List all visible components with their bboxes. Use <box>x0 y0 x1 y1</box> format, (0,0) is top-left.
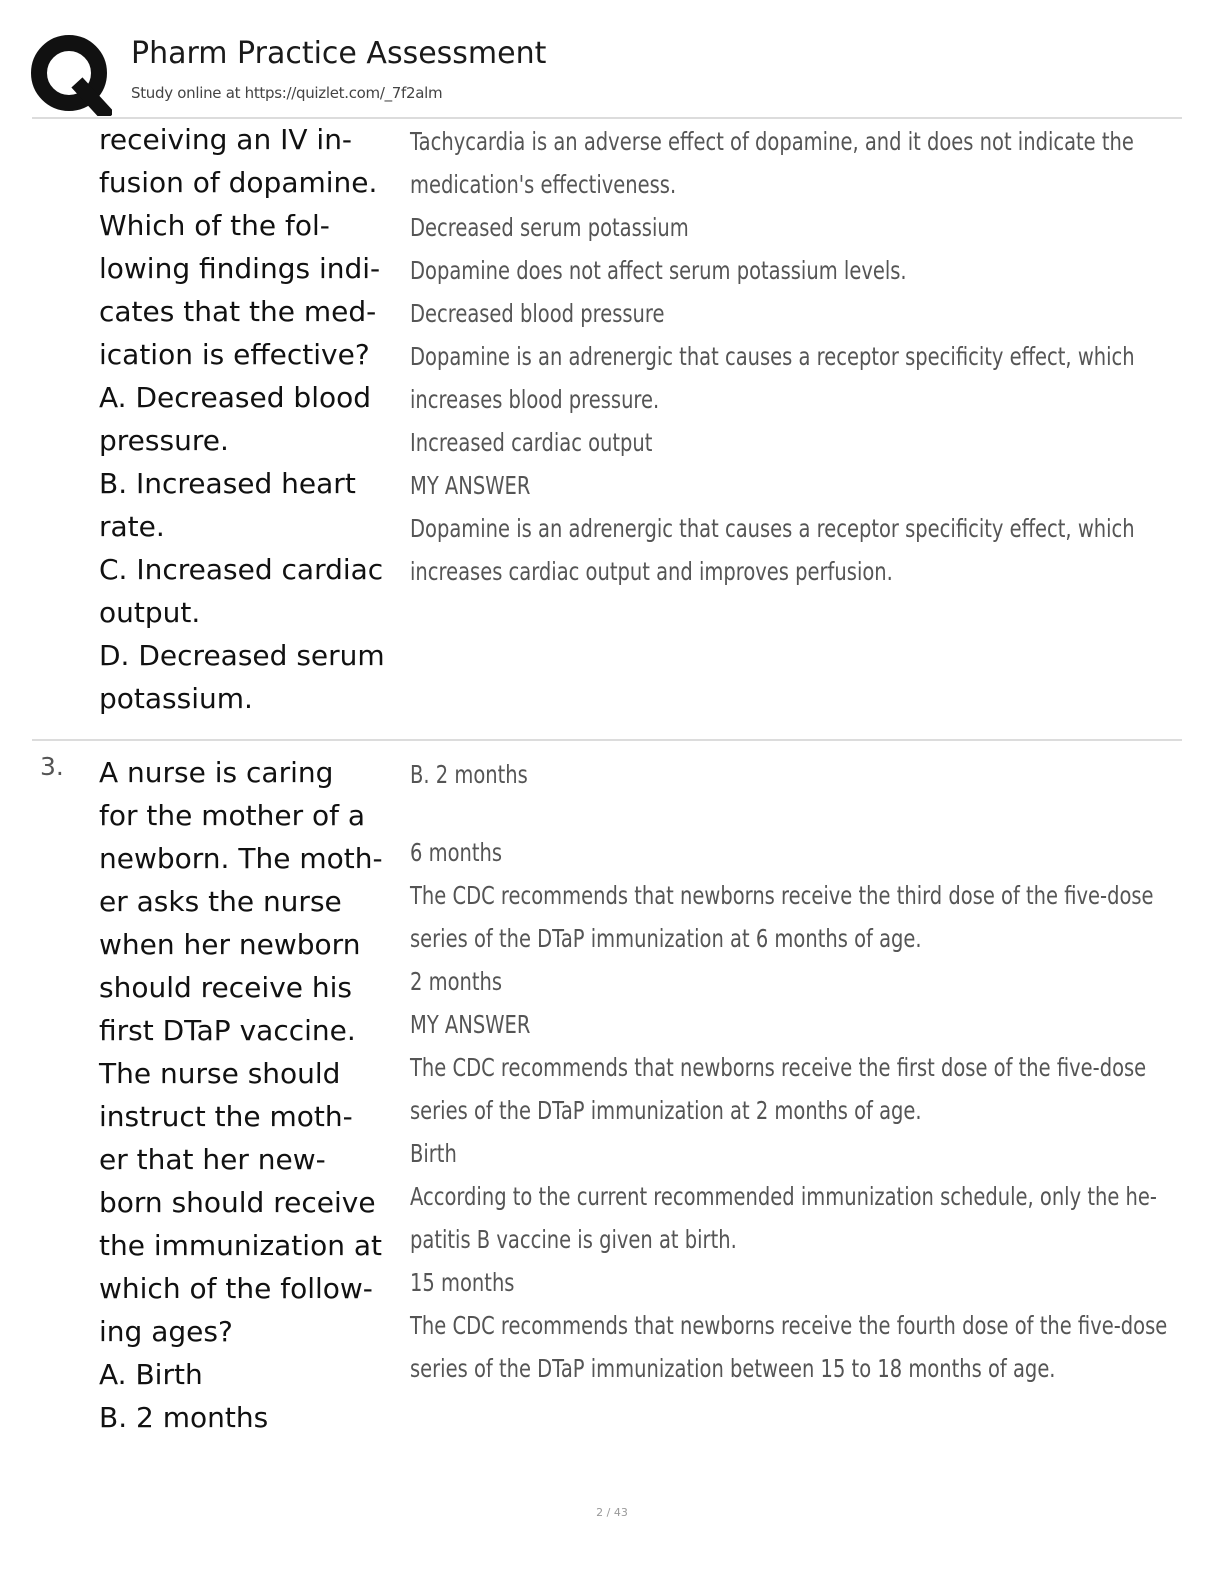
question-line: newborn. The moth- <box>99 842 383 875</box>
study-online-link[interactable]: Study online at https://quizlet.com/_7f2alm <box>131 84 443 102</box>
answer-line: The CDC recommends that newborns receive the third dose of the five-dose <box>410 881 1154 910</box>
answer-line: increases cardiac output and improves perfusion. <box>410 557 893 586</box>
question-line: lowing findings indi- <box>99 252 381 285</box>
answer-line: MY ANSWER <box>410 1010 531 1039</box>
answer-line: The CDC recommends that newborns receive the fourth dose of the five-dose <box>410 1311 1168 1340</box>
question-line: should receive his <box>99 971 352 1004</box>
question-line: Which of the fol- <box>99 209 330 242</box>
question-line: cates that the med- <box>99 295 377 328</box>
question-line: output. <box>99 596 201 629</box>
answer-line: medication's effectiveness. <box>410 170 677 199</box>
answer-line: Decreased blood pressure <box>410 299 665 328</box>
correct-answer: B. 2 months <box>410 760 528 789</box>
question-divider <box>32 739 1182 741</box>
answer-line: MY ANSWER <box>410 471 531 500</box>
question-2-answer <box>410 120 1135 593</box>
question-line: when her newborn <box>99 928 361 961</box>
question-line: for the mother of a <box>99 799 366 832</box>
question-line: fusion of dopamine. <box>99 166 378 199</box>
question-line: which of the follow- <box>99 1272 373 1305</box>
answer-line: Birth <box>410 1139 457 1168</box>
answer-line: series of the DTaP immunization at 6 months of age. <box>410 924 922 953</box>
question-3-text <box>99 751 409 1439</box>
answer-line: Dopamine is an adrenergic that causes a receptor specificity effect, which <box>410 514 1135 543</box>
answer-line: According to the current recommended immunization schedule, only the he- <box>410 1182 1157 1211</box>
answer-line: Decreased serum potassium <box>410 213 689 242</box>
question-3-answer <box>410 753 1168 1390</box>
question-line: D. Decreased serum <box>99 639 385 672</box>
question-line: first DTaP vaccine. <box>99 1014 356 1047</box>
document-title: Pharm Practice Assessment <box>131 36 547 71</box>
answer-line: increases blood pressure. <box>410 385 660 414</box>
question-line: C. Increased cardiac <box>99 553 384 586</box>
question-line: The nurse should <box>99 1057 341 1090</box>
page-number: 2 / 43 <box>596 1506 628 1519</box>
question-line: B. Increased heart <box>99 467 356 500</box>
question-line: the immunization at <box>99 1229 382 1262</box>
answer-line: 6 months <box>410 838 503 867</box>
answer-line: The CDC recommends that newborns receive the first dose of the five-dose <box>410 1053 1147 1082</box>
question-line: A nurse is caring <box>99 756 334 789</box>
question-line: er that her new- <box>99 1143 326 1176</box>
question-line: instruct the moth- <box>99 1100 353 1133</box>
question-line: ing ages? <box>99 1315 233 1348</box>
quizlet-logo-icon <box>30 34 112 116</box>
question-line: rate. <box>99 510 165 543</box>
answer-line: Dopamine is an adrenergic that causes a receptor specificity effect, which <box>410 342 1135 371</box>
question-line: A. Decreased blood <box>99 381 372 414</box>
answer-line: 15 months <box>410 1268 515 1297</box>
question-line: pressure. <box>99 424 229 457</box>
answer-line: 2 months <box>410 967 503 996</box>
question-line: potassium. <box>99 682 253 715</box>
question-line: ication is effective? <box>99 338 370 371</box>
question-line: er asks the nurse <box>99 885 342 918</box>
answer-line: patitis B vaccine is given at birth. <box>410 1225 737 1254</box>
answer-spacer <box>410 796 1018 831</box>
question-line: B. 2 months <box>99 1401 269 1434</box>
question-number: 3. <box>40 752 64 781</box>
question-line: receiving an IV in- <box>99 123 353 156</box>
answer-line: Tachycardia is an adverse effect of dopamine, and it does not indicate the <box>410 127 1134 156</box>
answer-line: Dopamine does not affect serum potassium levels. <box>410 256 907 285</box>
answer-line: series of the DTaP immunization between 15 to 18 months of age. <box>410 1354 1056 1383</box>
answer-line: Increased cardiac output <box>410 428 653 457</box>
answer-line: series of the DTaP immunization at 2 months of age. <box>410 1096 922 1125</box>
question-line: A. Birth <box>99 1358 203 1391</box>
question-line: born should receive <box>99 1186 376 1219</box>
question-2-text <box>99 118 409 720</box>
